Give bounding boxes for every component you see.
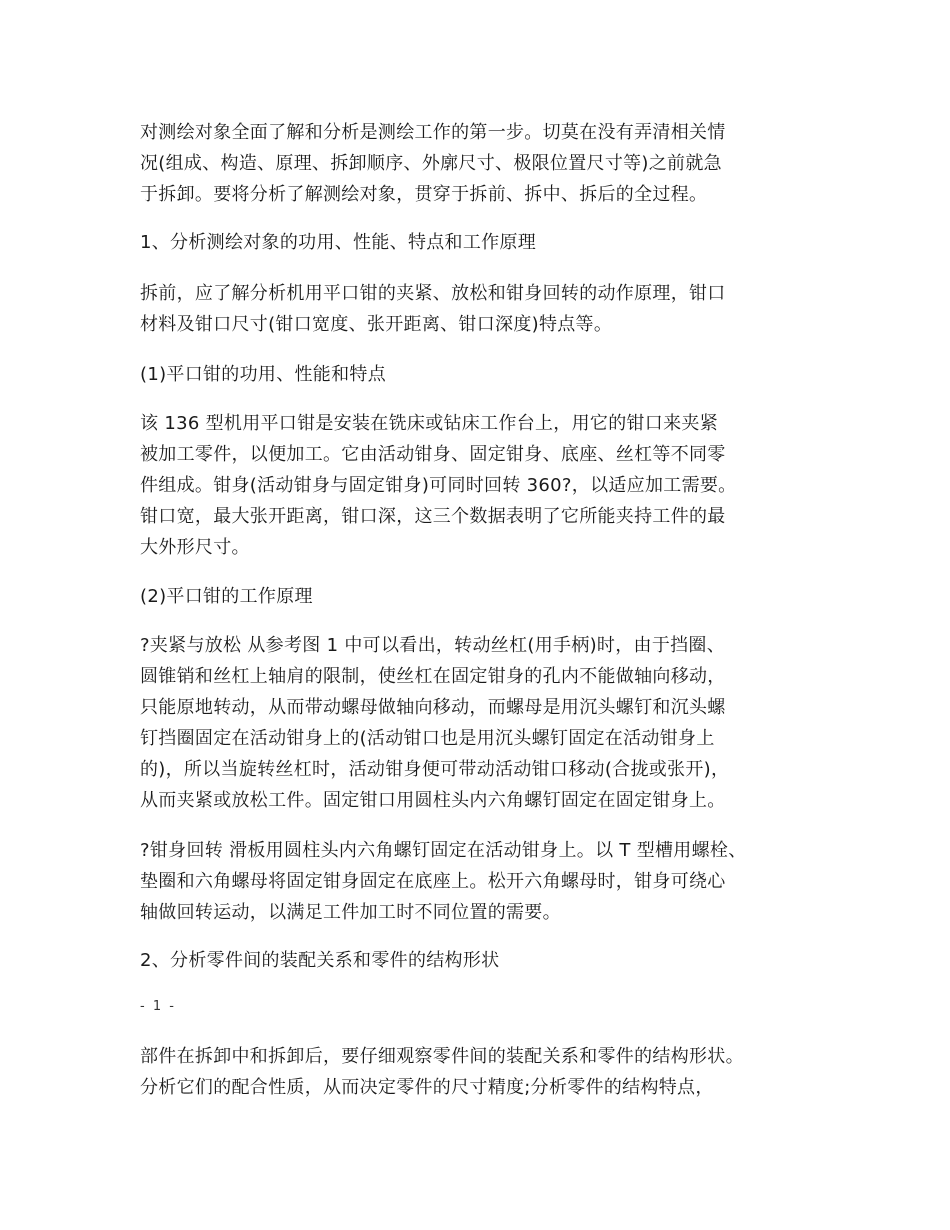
subheading-working-principle xyxy=(140,581,830,612)
text-line: 对测绘对象全面了解和分析是测绘工作的第一步。切莫在没有弄清相关情 xyxy=(140,122,726,143)
text-line: (2)平口钳的工作原理 xyxy=(140,586,313,607)
text-line: ?夹紧与放松 从参考图 1 中可以看出，转动丝杠(用手柄)时，由于挡圈、 xyxy=(140,635,726,656)
paragraph-intro xyxy=(140,117,830,210)
subheading-function xyxy=(140,359,830,390)
text-line: 钳口宽，最大张开距离，钳口深，这三个数据表明了它所能夹持工件的最 xyxy=(140,506,726,527)
text-line: 钉挡圈固定在活动钳身上的(活动钳口也是用沉头螺钉固定在活动钳身上 xyxy=(140,728,715,749)
text-line: 拆前，应了解分析机用平口钳的夹紧、放松和钳身回转的动作原理，钳口 xyxy=(140,283,726,304)
text-line: 大外形尺寸。 xyxy=(140,537,250,558)
text-line: 从而夹紧或放松工件。固定钳口用圆柱头内六角螺钉固定在固定钳身上。 xyxy=(140,790,726,811)
text-line: 1、分析测绘对象的功用、性能、特点和工作原理 xyxy=(140,232,537,253)
text-line: 轴做回转运动，以满足工件加工时不同位置的需要。 xyxy=(140,902,561,923)
text-line: 部件在拆卸中和拆卸后，要仔细观察零件间的装配关系和零件的结构形状。 xyxy=(140,1046,744,1067)
text-line: 材料及钳口尺寸(钳口宽度、张开距离、钳口深度)特点等。 xyxy=(140,314,613,335)
text-line: ?钳身回转 滑板用圆柱头内六角螺钉固定在活动钳身上。以 T 型槽用螺栓、 xyxy=(140,840,747,861)
text-line: 于拆卸。要将分析了解测绘对象，贯穿于拆前、拆中、拆后的全过程。 xyxy=(140,184,708,205)
paragraph-before-disassembly xyxy=(140,278,830,340)
section-heading-2 xyxy=(140,945,830,976)
text-line: 分析它们的配合性质，从而决定零件的尺寸精度;分析零件的结构特点， xyxy=(140,1077,714,1098)
paragraph-vise-description xyxy=(140,408,830,563)
text-line: 的)，所以当旋转丝杠时，活动钳身便可带动活动钳口移动(合拢或张开)， xyxy=(140,759,730,780)
section-heading-1 xyxy=(140,227,830,258)
text-line: 2、分析零件间的装配关系和零件的结构形状 xyxy=(140,950,500,971)
text-line: 只能原地转动，从而带动螺母做轴向移动，而螺母是用沉头螺钉和沉头螺 xyxy=(140,697,726,718)
text-line: 圆锥销和丝杠上轴肩的限制，使丝杠在固定钳身的孔内不能做轴向移动， xyxy=(140,666,726,687)
paragraph-assembly xyxy=(140,1041,830,1103)
text-line: 该 136 型机用平口钳是安装在铣床或钻床工作台上，用它的钳口来夹紧 xyxy=(140,413,718,434)
page-number: - 1 - xyxy=(140,999,176,1014)
text-line: (1)平口钳的功用、性能和特点 xyxy=(140,364,386,385)
paragraph-clamping xyxy=(140,630,830,816)
text-line: 被加工零件，以便加工。它由活动钳身、固定钳身、底座、丝杠等不同零 xyxy=(140,444,726,465)
text-line: 况(组成、构造、原理、拆卸顺序、外廓尺寸、极限位置尺寸等)之前就急 xyxy=(140,153,722,174)
text-line: 垫圈和六角螺母将固定钳身固定在底座上。松开六角螺母时，钳身可绕心 xyxy=(140,871,726,892)
text-line: 件组成。钳身(活动钳身与固定钳身)可同时回转 360?，以适应加工需要。 xyxy=(140,475,737,496)
paragraph-rotation xyxy=(140,835,830,928)
